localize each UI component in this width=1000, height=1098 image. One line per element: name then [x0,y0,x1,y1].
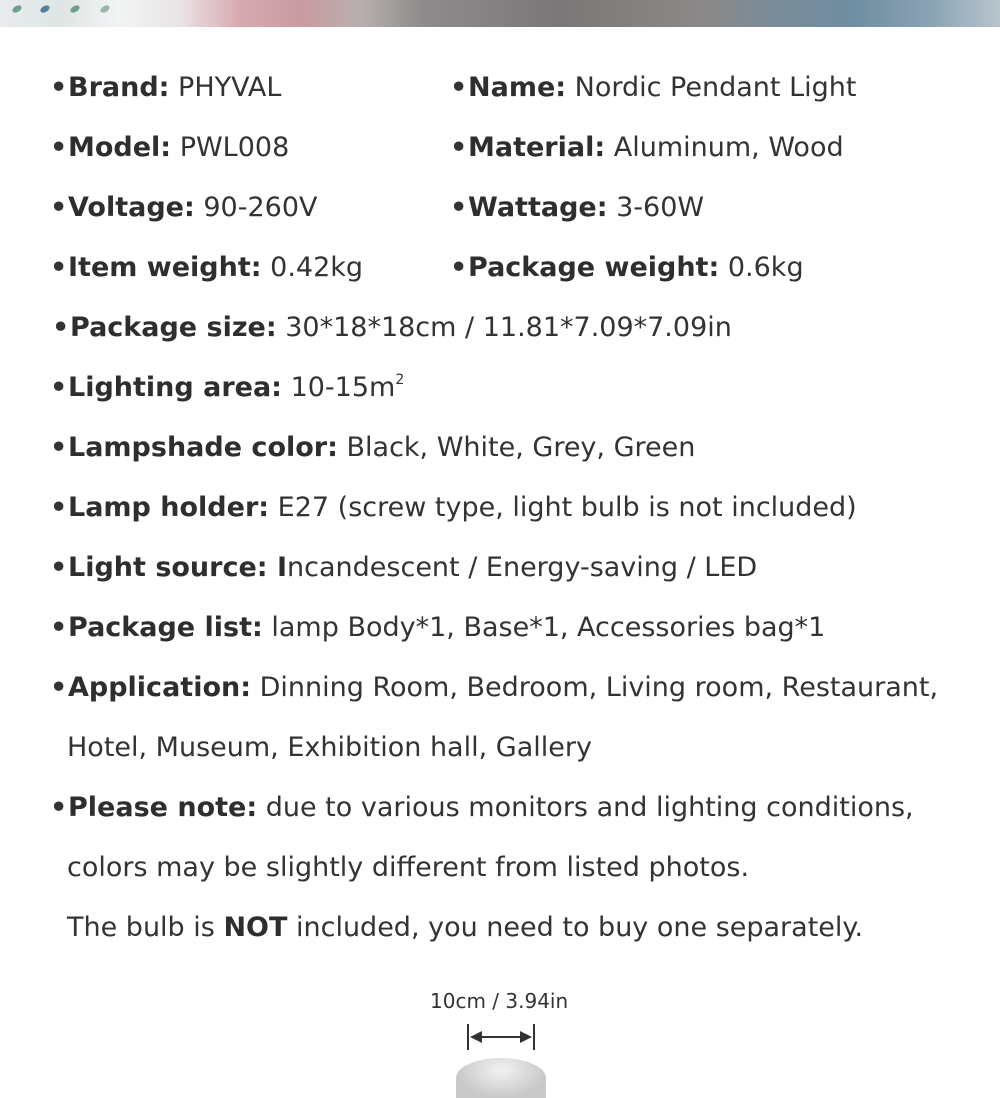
spec-model: •Model: PWL008 [50,132,290,163]
spec-note: •Please note: due to various monitors and lighting conditions, [50,792,914,823]
leaf-pattern-icon [39,4,51,14]
spec-application: •Application: Dinning Room, Bedroom, Living room, Restaurant, [50,672,939,703]
spec-light-source: •Light source: Incandescent / Energy-saving / LED [50,552,758,583]
spec-lamp-holder: •Lamp holder: E27 (screw type, light bulb is not included) [50,492,857,523]
spec-wattage: •Wattage: 3-60W [450,192,705,223]
spec-application-continued: Hotel, Museum, Exhibition hall, Gallery [67,732,592,763]
spec-lighting-area: •Lighting area: $10-15m^2$ [50,372,405,403]
dimension-arrow-icon [466,1022,536,1052]
spec-name: •Name: Nordic Pendant Light [450,72,857,103]
leaf-pattern-icon [69,4,81,14]
spec-note-line3: The bulb is NOT included, you need to buy one separately. [67,912,864,943]
leaf-pattern-icon [99,4,111,14]
spec-material: •Material: Aluminum, Wood [450,132,844,163]
spec-package-size: •Package size: 30*18*18cm / 11.81*7.09*7.09in [52,312,732,343]
spec-lampshade-color: •Lampshade color: Black, White, Grey, Green [50,432,696,463]
product-photo-strip [0,0,1000,27]
spec-voltage: •Voltage: 90-260V [50,192,318,223]
spec-brand: •Brand: PHYVAL [50,72,282,103]
spec-package-list: •Package list: lamp Body*1, Base*1, Accessories bag*1 [50,612,826,643]
leaf-pattern-icon [11,4,23,14]
spec-note-line2: colors may be slightly different from listed photos. [67,852,750,883]
spec-item-weight: •Item weight: 0.42kg [50,252,364,283]
spec-package-weight: •Package weight: 0.6kg [450,252,804,283]
dimension-label: 10cm / 3.94in [430,989,569,1013]
lamp-image [456,1058,546,1098]
superscript: 2 [395,372,405,388]
